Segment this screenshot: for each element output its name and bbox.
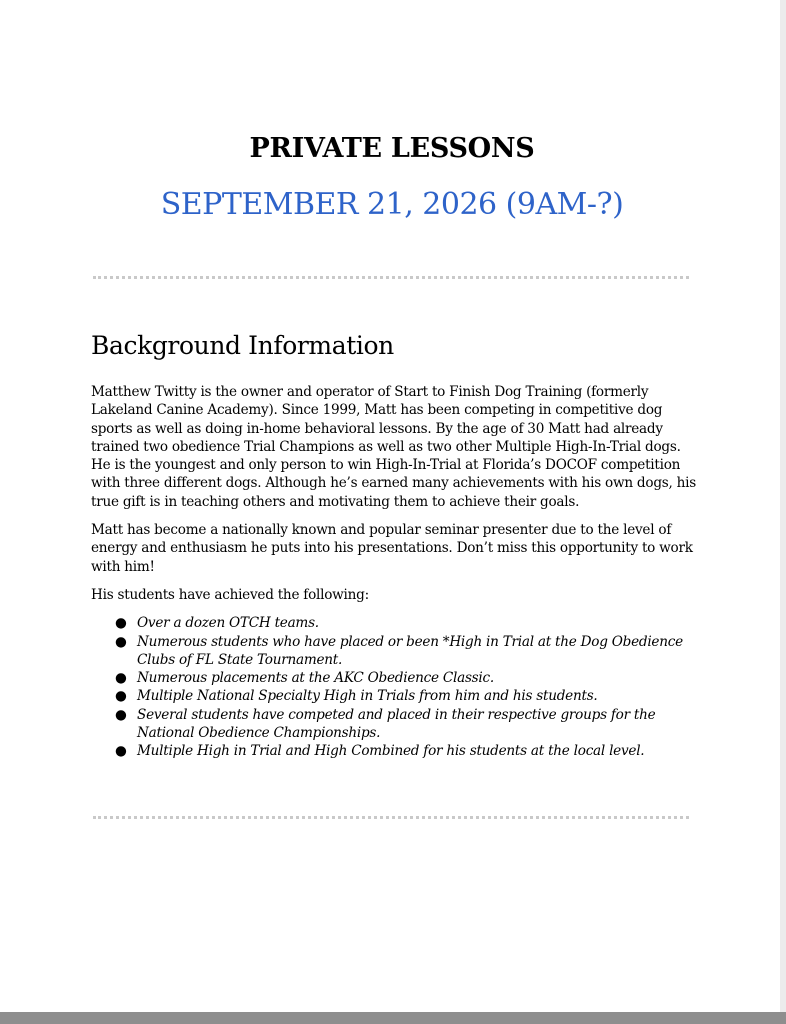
- page-title: PRIVATE LESSONS: [249, 133, 535, 164]
- bullet-icon: ●: [115, 688, 127, 705]
- list-item-text: Multiple National Specialty High in Trials from him and his students.: [137, 688, 598, 705]
- list-item: [115, 742, 696, 760]
- paragraph-bio: Matthew Twitty is the owner and operator of Start to Finish Dog Training (formerly Lakeland Canine Academy). Since 1999, Matt has been competing in competitive dog sports as well as doing in-home behavioral lessons. By the age of 30 Matt had already trained two obedience Trial Champions as well as two other Multiple High-In-Trial dogs. He is the youngest and only person to win High-In-Trial at Florida’s DOCOF competition with three different dogs. Although he’s earned many achievements with his own dogs, his true gift is in teaching others and motivating them to achieve their goals.: [91, 384, 696, 510]
- bullet-icon: ●: [115, 670, 127, 687]
- list-item: [115, 687, 696, 705]
- document-body: [91, 383, 696, 761]
- paragraph-seminar: Matt has become a nationally known and popular seminar presenter due to the level of energy and enthusiasm he puts into his presentations. Don’t miss this opportunity to work with him!: [91, 522, 693, 575]
- list-item: [115, 706, 696, 743]
- achievements-list: [91, 614, 696, 760]
- list-item-text: Multiple High in Trial and High Combined for his students at the local level.: [137, 743, 645, 760]
- viewer-bottom-bar: [0, 1012, 786, 1024]
- list-item-text: Several students have competed and placed in their respective groups for the National Obedience Championships.: [137, 706, 656, 742]
- list-item-text: Over a dozen OTCH teams.: [137, 615, 319, 632]
- page-subtitle-date: SEPTEMBER 21, 2026 (9AM-?): [160, 187, 624, 222]
- bullet-icon: ●: [115, 706, 127, 723]
- bullet-icon: ●: [115, 743, 127, 760]
- list-item-text: Numerous students who have placed or been *High in Trial at the Dog Obedience Clubs of FL State Tournament.: [137, 633, 683, 668]
- bottom-dotted-divider: [93, 816, 689, 819]
- section-heading: Background Information: [91, 331, 394, 360]
- list-item-text: Numerous placements at the AKC Obedience Classic.: [137, 670, 494, 687]
- list-item: [115, 633, 696, 670]
- top-dotted-divider: [93, 276, 689, 279]
- list-item: [115, 614, 696, 632]
- bullet-icon: ●: [115, 633, 127, 650]
- bullet-icon: ●: [115, 615, 127, 632]
- list-item: [115, 669, 696, 687]
- page-right-edge: [780, 0, 786, 1012]
- paragraph-achievements-intro: His students have achieved the following:: [91, 586, 369, 603]
